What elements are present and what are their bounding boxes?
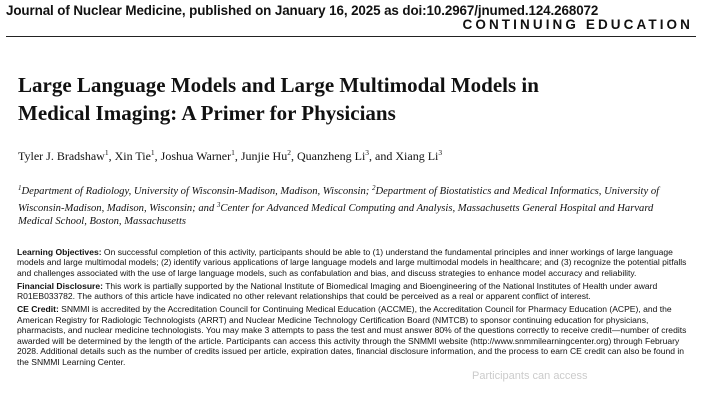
title-line-2: Medical Imaging: A Primer for Physicians	[18, 101, 396, 125]
title-line-1: Large Language Models and Large Multimodal Models in	[18, 73, 539, 97]
author-affiliation-mark: 2	[287, 148, 291, 157]
author-name: Junjie Hu	[240, 149, 288, 163]
affiliation-text: Department of Radiology, University of Wisconsin-Madison, Madison, Wisconsin;	[21, 186, 372, 197]
author-affiliation-mark: 1	[231, 148, 235, 157]
author-separator: ,	[290, 149, 297, 163]
author-separator: ,	[234, 149, 241, 163]
author	[395, 149, 442, 163]
author-separator: , and	[369, 149, 396, 163]
author-separator: ,	[108, 149, 115, 163]
author-affiliation-mark: 3	[438, 148, 443, 157]
article-title	[18, 71, 698, 127]
financial-disclosure-text: This work is partially supported by the National Institute of Biomedical Imaging and Bioengineering of the National Institutes of Health under award R01EB033782. The authors of this article have indicated no other relevant relationships that could be perceived as a real or apparent conflict of interest.	[17, 280, 658, 302]
section-label: CONTINUING EDUCATION	[462, 17, 693, 32]
ce-credit	[17, 304, 695, 367]
learning-objectives-label: Learning Objectives:	[17, 247, 102, 257]
author	[297, 149, 395, 163]
affiliation-mark: 2	[371, 184, 376, 192]
affiliation-mark: 1	[18, 184, 22, 192]
author	[161, 149, 241, 163]
author	[115, 149, 161, 163]
author-name: Tyler J. Bradshaw	[18, 149, 105, 163]
journal-citation-line: Journal of Nuclear Medicine, published on January 16, 2025 as doi:10.2967/jnumed.124.268072	[6, 3, 599, 18]
affiliation-mark: 3	[216, 200, 221, 209]
ce-credit-label: CE Credit:	[17, 304, 59, 315]
affiliations	[18, 182, 690, 229]
author	[18, 149, 115, 163]
financial-disclosure-label: Financial Disclosure:	[17, 280, 103, 291]
author-affiliation-mark: 1	[150, 148, 155, 157]
author-affiliation-mark: 3	[365, 148, 370, 157]
continuing-education-box	[17, 247, 695, 370]
author-list	[18, 148, 698, 164]
affiliation-text: Department of Biostatistics and Medical Informatics, University of Wisconsin-Madison, Madison, Wisconsin; and	[18, 186, 660, 214]
author-name: Joshua Warner	[160, 149, 232, 163]
learning-objectives-text: On successful completion of this activity, participants should be able to (1) understand the fundamental principles and inner workings of large language models and large multimodal models; (2) identify various applications of large language models and large multimodal models in healthcare; and (3) recognize the potential pitfalls and challenges associated with the use of large language models, such as confabulation and bias, and discuss strategies to enhance model accuracy and reliability.	[17, 247, 687, 278]
author	[241, 149, 297, 163]
author-name: Quanzheng Li	[296, 149, 366, 163]
header-rule	[6, 36, 696, 37]
author-name: Xiang Li	[395, 149, 439, 163]
ce-credit-text: SNMMI is accredited by the Accreditation Council for Continuing Medical Education (ACCME), the Accreditation Council for Pharmacy Education (ACPE), and the American Registry for Radiologic Technologists (ARRT) and Nuclear Medicine Technology Certification Board (NMTCB) to sponsor continuing education for physicians, pharmacists, and nuclear medicine technologists. You may make 3 attempts to pass the test and must answer 80% of the questions correctly to receive credit—number of credits awarded will be determined by the length of the article. Participants can access this activity through the SNMMI website (http://www.snmmilearningcenter.org) through February 2028. Additional details such as the number of credits issued per article, expiration dates, financial disclosure information, and the process to earn CE credit can also be found in the SNMMI Learning Center.	[17, 304, 687, 367]
author-affiliation-mark: 1	[104, 148, 109, 157]
affiliation-text: Center for Advanced Medical Computing and Analysis, Massachusetts General Hospital and Harvard Medical School, Boston, Massachusetts	[18, 202, 654, 228]
faint-watermark: Participants can access	[472, 370, 588, 382]
author-separator: ,	[154, 149, 161, 163]
financial-disclosure	[17, 281, 695, 302]
learning-objectives	[17, 247, 695, 278]
author-name: Xin Tie	[114, 149, 151, 163]
